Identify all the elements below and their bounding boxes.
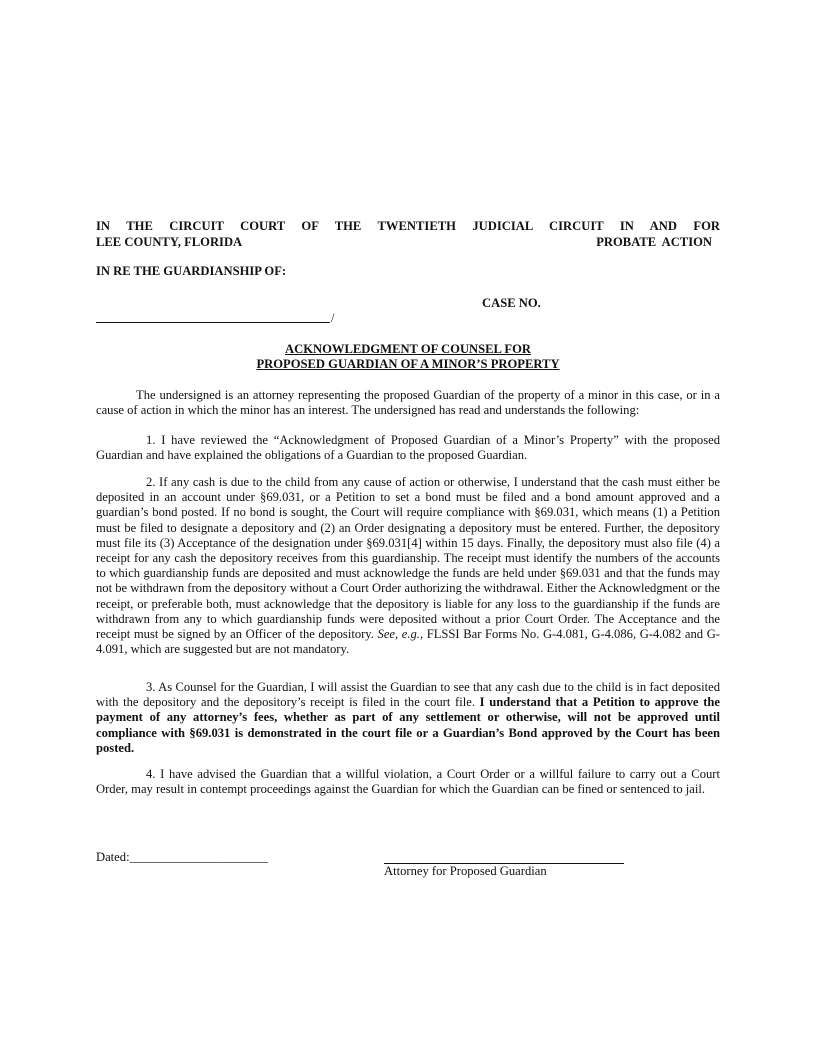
paragraph-3-text: 3. As Counsel for the Guardian, I will assist the Guardian to see that any cash due to the child is in fact deposited with the depository and the depository’s receipt is filed in the court file.: [96, 680, 720, 710]
signature-label: Attorney for Proposed Guardian: [384, 864, 547, 878]
caption-slash: /: [331, 311, 335, 325]
case-number-label: CASE NO.: [482, 296, 541, 310]
title-line-1: ACKNOWLEDGMENT OF COUNSEL FOR: [285, 342, 531, 356]
paragraph-3: [96, 680, 720, 756]
county-label: LEE COUNTY, FLORIDA: [96, 235, 243, 249]
caption-row: [96, 235, 720, 250]
citation-signal: See, e.g.,: [377, 627, 424, 642]
paragraph-1: [96, 433, 720, 463]
action-label: PROBATE ACTION: [596, 235, 712, 249]
paragraph-4-text: 4. I have advised the Guardian that a willful violation, a Court Order or a willful failure to carry out a Court Order, may result in contempt proceedings against the Guardian for which the Guardian can be fined or sentenced to jail.: [96, 767, 720, 797]
court-caption: IN THE CIRCUIT COURT OF THE TWENTIETH JUDICIAL CIRCUIT IN AND FOR: [96, 219, 720, 233]
intro-paragraph: [96, 388, 720, 418]
paragraph-4: [96, 767, 720, 797]
paragraph-2: [96, 475, 720, 657]
in-re-label: IN RE THE GUARDIANSHIP OF:: [96, 264, 287, 278]
document-title: [96, 342, 720, 372]
title-line-2: PROPOSED GUARDIAN OF A MINOR’S PROPERTY: [256, 357, 560, 372]
paragraph-3-bold: I understand that a Petition to approve the payment of any attorney’s fees, whether as part of any settlement or otherwise, will not be approved until compliance with §69.031 is demonstrated in the court file or a Guardian’s Bond approved by the Court has been posted.: [96, 695, 720, 755]
paragraph-1-text: 1. I have reviewed the “Acknowledgment of Proposed Guardian of a Minor’s Property” with the proposed Guardian and have explained the obligations of a Guardian to the proposed Guardian.: [96, 433, 720, 463]
paragraph-2-text: 2. If any cash is due to the child from any cause of action or otherwise, I understand that the cash must either be deposited in an account under §69.031, or a Petition to set a bond must be filed and a bond amount approved and a guardian’s bond posted. If no bond is sought, the Court will require compliance with §69.031, which means (1) a Petition must be filed to designate a depository and (2) an Order designating a depository must be entered. Further, the depository must file its (3) Acceptance of the designation under §69.031[4] within 15 days. Finally, the depository must also file (4) a receipt for any cash the depository receives from this guardianship. The receipt must identify the numbers of the accounts to which guardianship funds are deposited and must acknowledge the funds are held under §69.031 and that the funds may not be withdrawn from the depository without a Court Order authorizing the withdrawal. Either the Acknowledgment or the receipt, or preferable both, must acknowledge that the depository is liable for any loss to the guardianship if the funds are withdrawn from any to which guardianship funds were deposited without a prior Court Order. The Acceptance and the receipt must be signed by an Officer of the depository.: [96, 475, 720, 642]
dated-field: Dated:______________________: [96, 850, 269, 864]
paragraph-2-end: FLSSI Bar Forms No. G-4.081, G-4.086, G-4.082 and G-4.091, which are suggested but are not mandatory.: [96, 627, 721, 657]
intro-text: The undersigned is an attorney representing the proposed Guardian of the property of a minor in this case, or in a cause of action in which the minor has an interest. The undersigned has read and understands the following:: [96, 388, 720, 418]
ward-name-line: [96, 322, 330, 323]
